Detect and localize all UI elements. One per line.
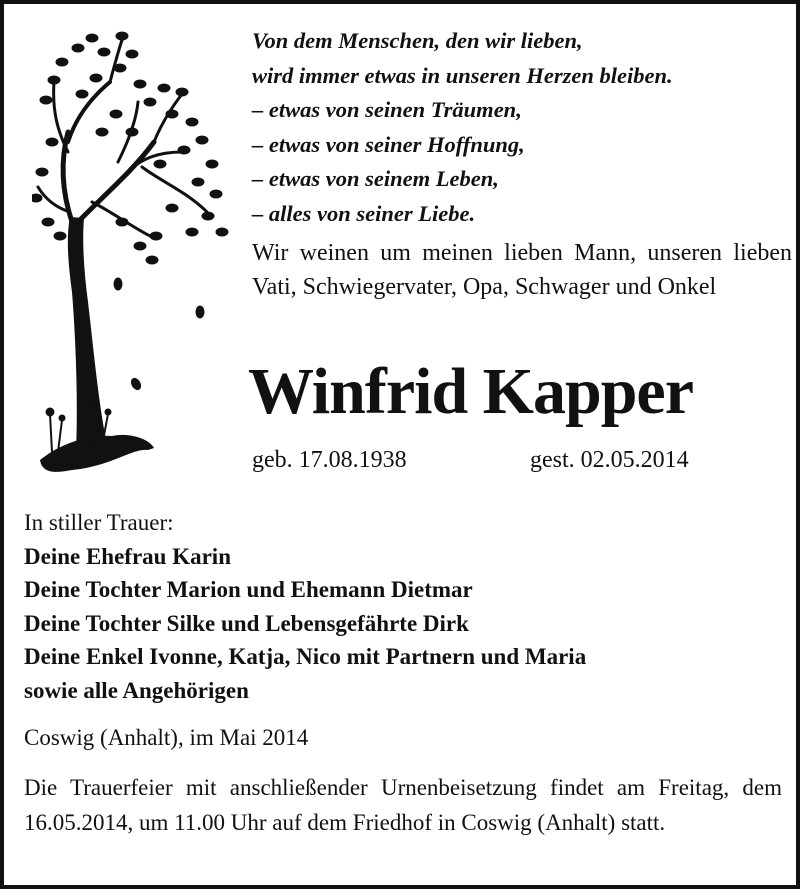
mourner-line: Deine Enkel Ivonne, Katja, Nico mit Partnern und Maria: [24, 644, 587, 669]
mourner-line: sowie alle Angehörigen: [24, 677, 249, 703]
poem-line: – etwas von seinen Träumen,: [252, 97, 522, 122]
poem-line: – alles von seiner Liebe.: [252, 200, 476, 226]
ceremony-info: Die Trauerfeier mit anschließender Urnenbeisetzung findet am Freitag, dem 16.05.2014, um 11.00 Uhr auf dem Friedhof in Coswig (Anhalt) statt.: [24, 775, 782, 835]
poem-line: wird immer etwas in unseren Herzen bleiben.: [252, 62, 673, 88]
tree-illustration: [32, 22, 232, 482]
deceased-name: Winfrid Kapper: [248, 355, 694, 428]
poem-line: – etwas von seiner Hoffnung,: [252, 131, 525, 157]
mourner-line: Deine Tochter Silke und Lebensgefährte Dirk: [24, 610, 469, 636]
poem-line: Von dem Menschen, den wir lieben,: [252, 28, 583, 53]
birth-date: geb. 17.08.1938: [252, 447, 407, 473]
poem: [252, 24, 782, 231]
mourners-heading: In stiller Trauer:: [24, 510, 174, 535]
life-dates: [252, 444, 792, 476]
mourners-list: [24, 506, 784, 707]
intro-text: Wir weinen um meinen lieben Mann, unseren lieben Vati, Schwiegervater, Opa, Schwager und Onkel: [252, 240, 792, 300]
place-date: Coswig (Anhalt), im Mai 2014: [24, 725, 309, 750]
death-date: gest. 02.05.2014: [530, 447, 689, 473]
mourner-line: Deine Tochter Marion und Ehemann Dietmar: [24, 577, 473, 602]
mourner-line: Deine Ehefrau Karin: [24, 543, 231, 569]
poem-line: – etwas von seinem Leben,: [252, 166, 499, 191]
